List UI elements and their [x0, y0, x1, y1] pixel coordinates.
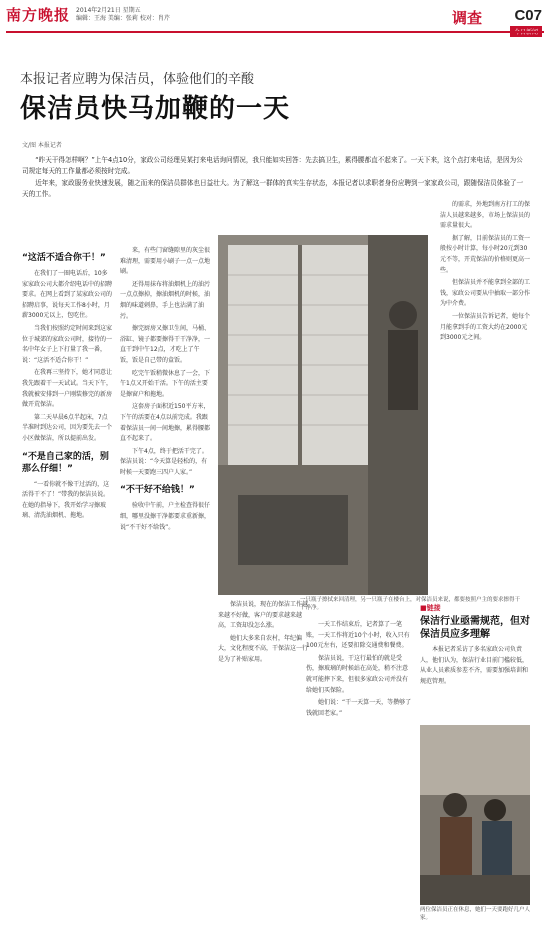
body-paragraph: 的需求，外地到南方打工的保洁人员越来越多，市场上保洁员的需求量很大。	[440, 201, 530, 230]
body-paragraph: 一天工作结束后，记者算了一笔账，一天工作将近10个小时，收入只有100元左右，还要扣除交通费和餐费。	[306, 621, 410, 650]
photo-office-window-image	[218, 235, 428, 595]
photo-workers-resting	[420, 725, 530, 905]
body-paragraph: 当我们按照约定时间来到这家位于城郊的家政公司时，接待的一名中年女子上下打量了我一番，说：“这活不适合你干！”	[22, 324, 112, 364]
body-column-3	[218, 600, 308, 916]
lead-paragraph: “昨天干得怎样啊？”上午4点10分，家政公司经理吴某打来电话询问情况，我只能如实回答：先去搞卫生，累得腰都直不起来了。一天下来，这个点打来电话，是因为公司规定每天的工作量都必须按时完成。	[22, 156, 523, 175]
body-paragraph: 第二天早晨6点半起床，7点半准时到达公司，因为要先去一个小区做保洁，所以提前出发。	[22, 413, 112, 442]
issue-date: 2014年2月21日 星期五	[76, 7, 141, 14]
photo-workers-resting-image	[420, 725, 530, 905]
body-paragraph: 来，有些门窗缝隙里的灰尘很难清理，需要用小刷子一点一点地刷。	[120, 247, 210, 276]
body-paragraph: 擦完厨房又擦卫生间，马桶、浴缸、镜子都要擦得干干净净，一直干到中午12点，才吃上了午饭，饭是自己带的盒饭。	[120, 325, 210, 364]
body-paragraph: 她们说：“干一天算一天，等攒够了钱就回老家。”	[306, 699, 412, 717]
body-paragraph: 保洁员说，现在的保洁工作越来越不好做，客户的要求越来越高，工资却没怎么涨。	[218, 601, 308, 630]
article-kicker: 本报记者应聘为保洁员，体验他们的辛酸	[20, 72, 255, 87]
body-paragraph: 保洁员说，干这行最怕的就是受伤，擦玻璃的时候站在高处，稍不注意就可能摔下来，但很多家政公司并没有给她们买保险。	[306, 654, 409, 694]
body-paragraph: 验收中午前，户主检查得很仔细，哪里没擦干净都要求重新擦，说“不干好不给钱”。	[120, 502, 210, 531]
header-rule	[6, 31, 544, 33]
body-column-4	[306, 620, 412, 916]
page-number: C07	[514, 7, 542, 24]
subheading: “不干好不给钱！”	[120, 485, 195, 496]
article-lead	[22, 155, 527, 201]
newspaper-logo: 南方晚报	[6, 6, 71, 24]
body-paragraph: 据了解，目前保洁员的工资一般按小时计算，每小时20元到30元不等，开荒保洁的价格则更高一些。	[440, 234, 530, 274]
subheading: “这活不适合你干！”	[22, 253, 106, 263]
body-paragraph: 在我再三坚持下，她才同意让我先跟着干一天试试。当天下午，我就被安排到一户刚装修完的新房做开荒保洁。	[22, 369, 112, 409]
body-paragraph: 一位保洁员告诉记者，她每个月能拿到手的工资大约在2000元到3000元之间。	[440, 312, 530, 342]
issue-editors: 编辑：王海 美编：张莉 校对：肖芹	[76, 15, 170, 22]
body-paragraph: 她们大多来自农村，年纪偏大，文化程度不高，干保洁这一行是为了补贴家用。	[218, 634, 308, 663]
body-column-1	[22, 246, 112, 916]
issue-info	[76, 7, 170, 23]
body-paragraph: “一看你就不像干过活的，这活得干不了！”带我的保洁员说。在她的指导下，我开始学习擦玻璃、清洗油烟机、拖地。	[22, 480, 110, 520]
sidebox-text: 本报记者采访了多名家政公司负责人，他们认为，保洁行业目前门槛较低，从业人员素质参差不齐，需要加强培训和规范管理。	[420, 646, 529, 685]
subheading: “不是自己家的活，别那么仔细！”	[22, 451, 109, 474]
article-byline: 文/图 本报记者	[22, 142, 62, 149]
article-headline: 保洁员快马加鞭的一天	[20, 94, 291, 124]
sidebox-text-column	[420, 645, 530, 723]
body-paragraph: 吃完午饭稍微休息了一会，下午1点又开始干活。下午的活主要是擦窗户和拖地。	[120, 369, 210, 398]
body-paragraph: 这套房子面积近150平方米，下午的活要在4点以前完成。我跟着保洁员一间一间地擦，累得腰都直不起来了。	[120, 403, 210, 443]
body-column-2	[120, 246, 210, 916]
body-paragraph: 但保洁员并不能拿到全部的工钱，家政公司要从中抽取一部分作为中介费。	[440, 279, 530, 308]
section-title: 调查	[451, 9, 482, 27]
masthead	[6, 4, 544, 30]
photo-caption: 两位保洁员正在休息，她们一天要跑好几户人家。	[420, 907, 531, 921]
lead-paragraph: 近年来，家政服务业快速发展，随之而来的保洁员群体也日益壮大。为了解这一群体的真实生存状态，本报记者以求职者身份应聘到一家家政公司，跟随保洁员体验了一天的工作。	[22, 179, 524, 198]
photo-office-window	[218, 235, 428, 595]
sidebox-tag: ■链接	[420, 604, 441, 612]
photo-caption: 一只瓶子擦拭来回清理，另一只瓶子在楼台上，对保洁员来说，都要按照户主的要求擦得干干净净。	[300, 597, 521, 611]
body-paragraph: 在我们了一圈电话后，10多家家政公司大都介绍电话中的招聘要求。在网上看到了某家政公司的招聘启事，说每天工作8小时，月薪3000元以上，包吃住。	[22, 270, 112, 320]
body-column-right	[440, 200, 530, 600]
body-paragraph: 下午4点，终于把活干完了。保洁员说：“今天算是轻松的，有时候一天要跑三四户人家。”	[120, 447, 208, 476]
sidebox-title: 保洁行业亟需规范，但对保洁员应多理解	[420, 616, 530, 640]
body-paragraph: 还得用抹布将油烟机上的油污一点点擦掉，擦油烟机的时候，油烟的味道刺鼻，手上也沾满了油污。	[120, 280, 210, 320]
